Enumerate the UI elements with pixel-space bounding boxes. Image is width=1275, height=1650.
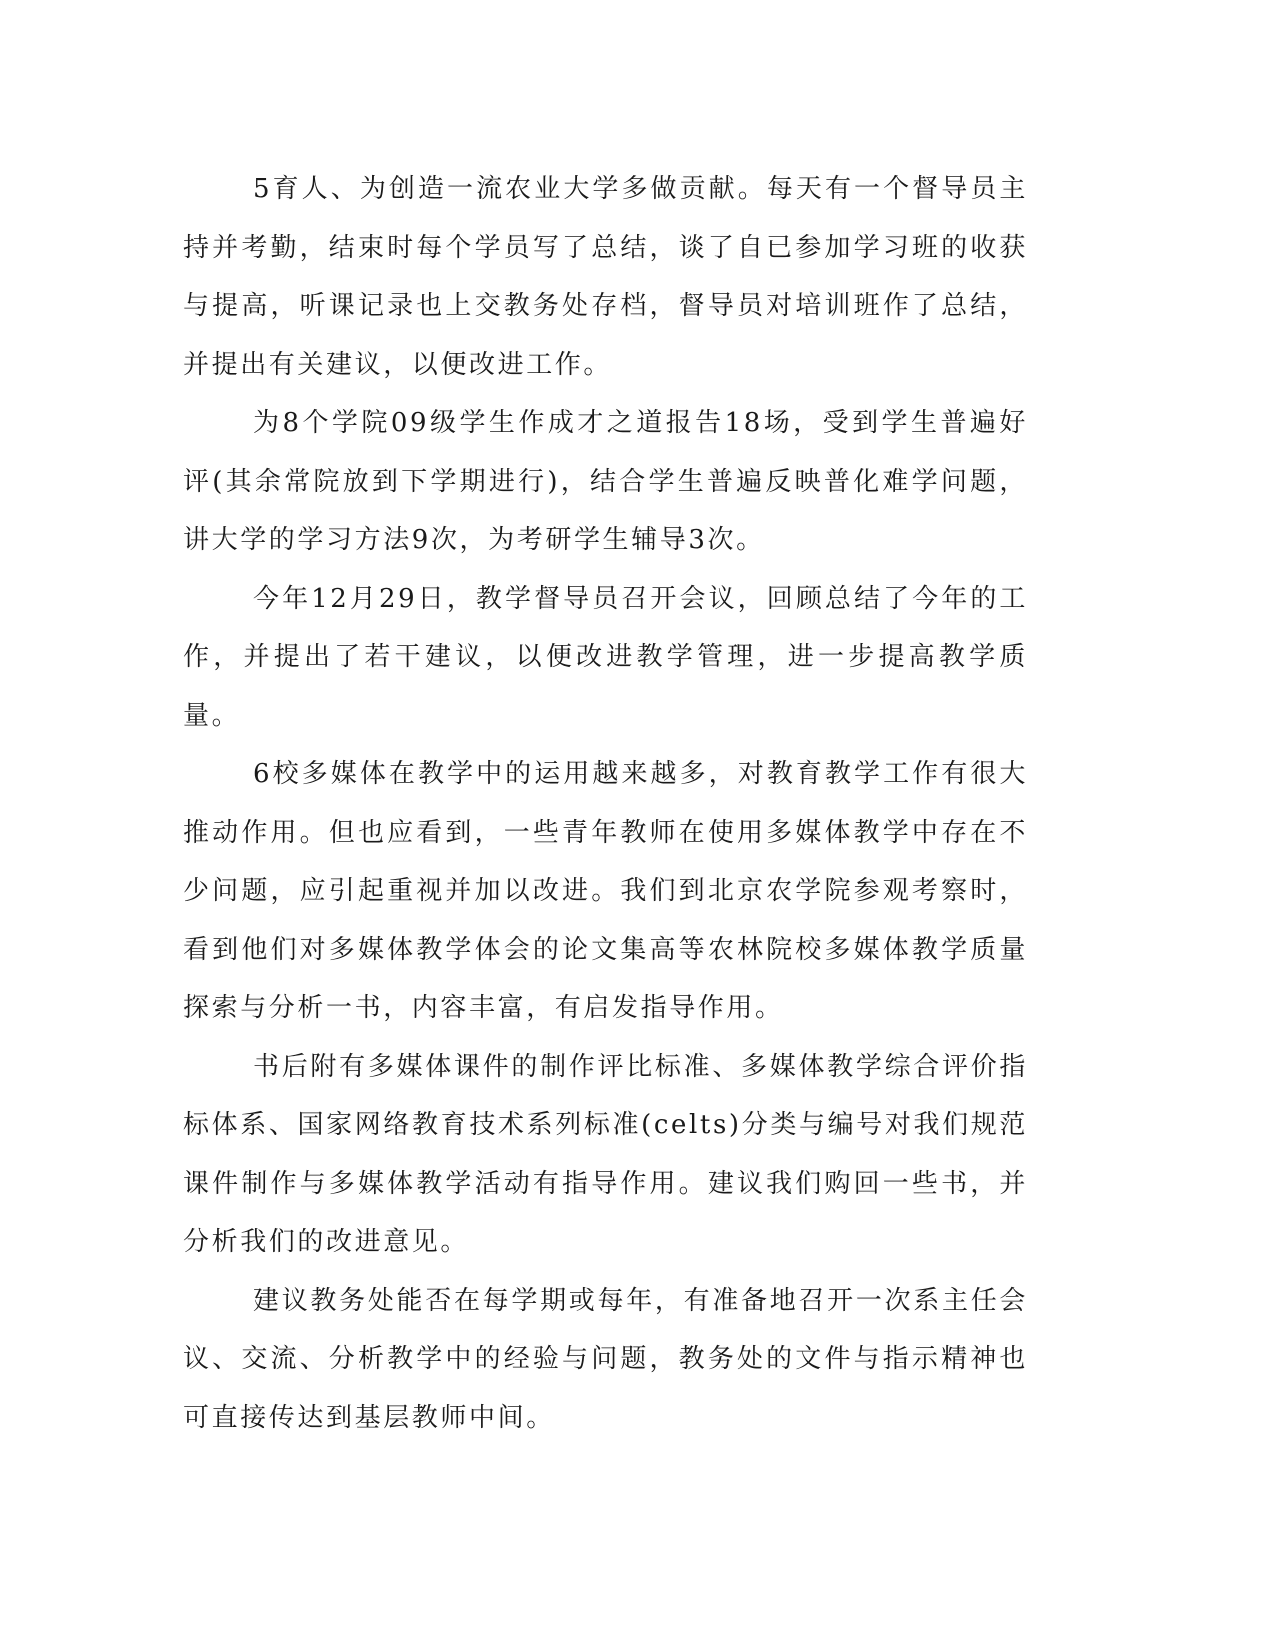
- paragraph-3: 今年12月29日，教学督导员召开会议，回顾总结了今年的工作，并提出了若干建议，以便改进教学管理，进一步提高教学质量。: [183, 583, 1028, 731]
- paragraph-5: 书后附有多媒体课件的制作评比标准、多媒体教学综合评价指标体系、国家网络教育技术系列标准(celts)分类与编号对我们规范课件制作与多媒体教学活动有指导作用。建议我们购回一些书，并分析我们的改进意见。: [183, 1051, 1028, 1257]
- paragraph-6: 建议教务处能否在每学期或每年，有准备地召开一次系主任会议、交流、分析教学中的经验与问题，教务处的文件与指示精神也可直接传达到基层教师中间。: [183, 1285, 1028, 1433]
- paragraph-4: 6校多媒体在教学中的运用越来越多，对教育教学工作有很大推动作用。但也应看到，一些青年教师在使用多媒体教学中存在不少问题，应引起重视并加以改进。我们到北京农学院参观考察时，看到他们对多媒体教学体会的论文集高等农林院校多媒体教学质量探索与分析一书，内容丰富，有启发指导作用。: [183, 759, 1028, 1023]
- paragraph-1: 5育人、为创造一流农业大学多做贡献。每天有一个督导员主持并考勤，结束时每个学员写了总结，谈了自已参加学习班的收获与提高，听课记录也上交教务处存档，督导员对培训班作了总结，并提出有关建议，以便改进工作。: [183, 174, 1028, 380]
- paragraph-2: 为8个学院09级学生作成才之道报告18场，受到学生普遍好评(其余常院放到下学期进行)，结合学生普遍反映普化难学问题，讲大学的学习方法9次，为考研学生辅导3次。: [183, 408, 1028, 555]
- document-body: [183, 160, 1028, 1447]
